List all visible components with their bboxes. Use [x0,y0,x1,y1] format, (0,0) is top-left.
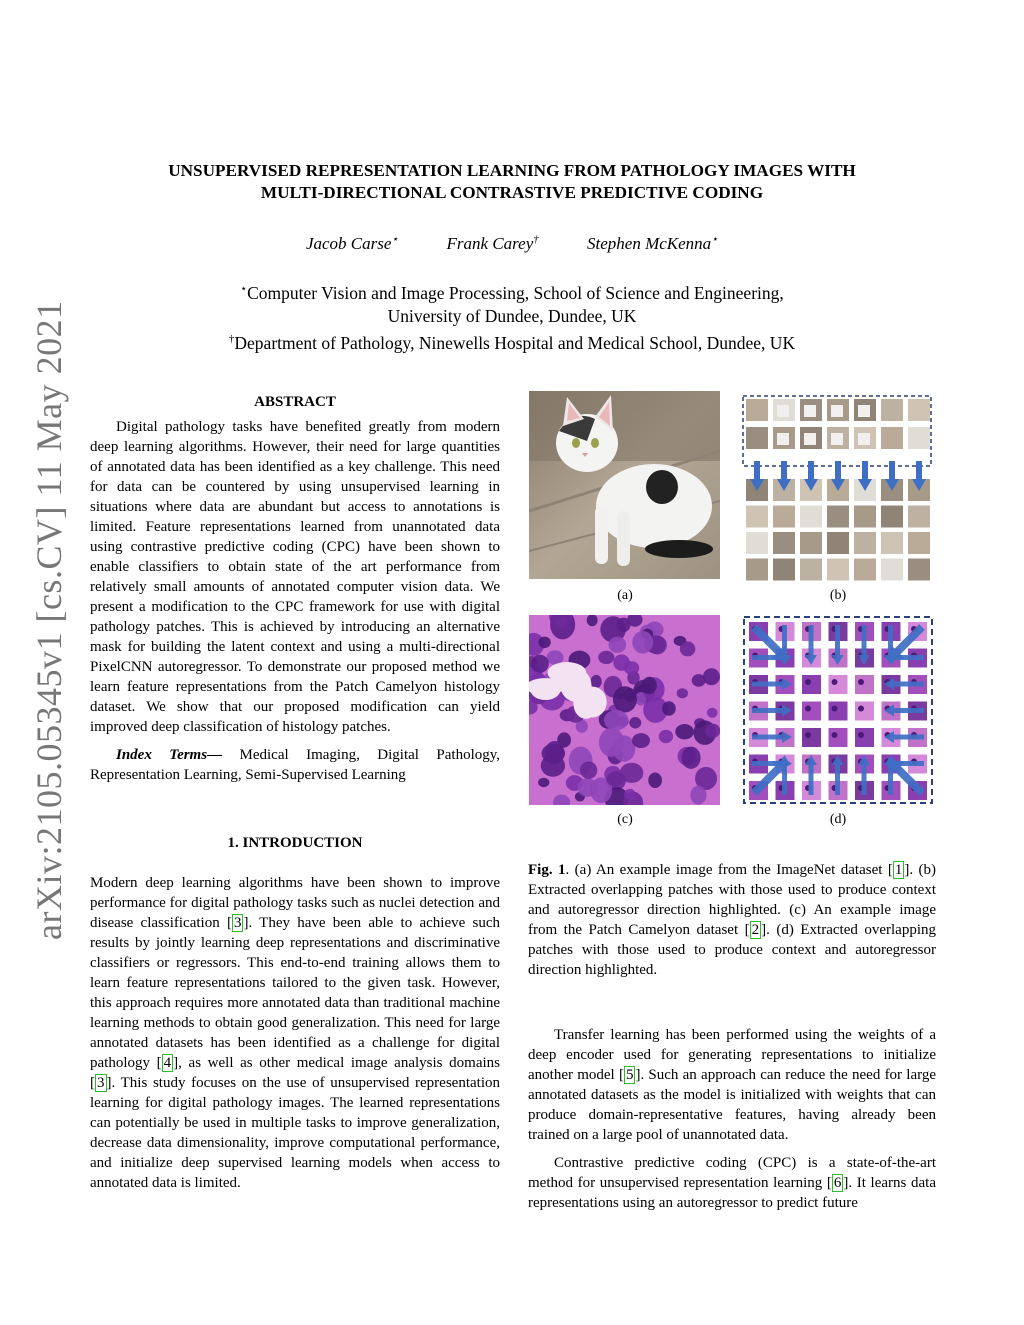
histology-tile [855,728,874,747]
cell-nucleus [545,741,564,764]
author-1: Jacob Carse⋆ [305,233,399,253]
tile-nucleus [832,706,838,712]
cell-nucleus [680,641,696,656]
patch-detail [831,433,843,445]
patch-detail [858,405,870,417]
arxiv-id: arXiv:2105.05345v1 [cs.CV] 11 May 2021 [29,300,69,940]
image-patch [800,559,822,581]
affiliation-1: ⋆Computer Vision and Image Processing, School of Science and Engineering, [240,282,784,303]
cell-nucleus [692,674,706,687]
image-patch [746,399,768,421]
image-patch [908,506,930,528]
tile-nucleus [805,732,811,738]
cell-nucleus [705,724,720,738]
patch-detail [777,405,789,417]
affiliation-3: †Department of Pathology, Ninewells Hospital and Medical School, Dundee, UK [228,332,796,353]
author-2: Frank Carey† [446,233,539,253]
introduction-body [90,873,500,1193]
cell-nucleus [642,677,657,694]
cell-nucleus [531,655,549,673]
image-patch [908,427,930,449]
right-column-body [528,1025,936,1213]
image-patch [827,506,849,528]
cell-nucleus [681,747,700,769]
histology-tile [829,728,848,747]
patch-grid-image [742,395,932,581]
histology-tile [802,675,821,694]
clear-space [573,688,598,719]
paper-title [90,160,934,204]
patch-detail [858,433,870,445]
cell-nucleus [580,761,597,778]
arxiv-sidebar [6,300,76,940]
image-patch [881,532,903,554]
cell-nucleus [609,637,627,653]
image-patch [746,559,768,581]
tile-nucleus [805,706,811,712]
patch-detail [777,433,789,445]
image-patch [908,532,930,554]
cell-nucleus [659,730,673,743]
image-patch [746,506,768,528]
author-list [90,232,934,254]
subfigure-label-d: (d) [829,812,847,827]
cell-nucleus [632,631,653,654]
caption-label: Fig. 1 [528,862,566,878]
histology-tile [802,702,821,721]
cpc-paragraph: Contrastive predictive coding (CPC) is a state-of-the-art method for unsupervised representation learning [ 6 ]. It learns data representations using an autoregressor to predict future [528,1155,936,1211]
tile-nucleus [858,706,864,712]
histology-tile [802,728,821,747]
image-patch [800,532,822,554]
image-patch [854,532,876,554]
image-patch [881,427,903,449]
citation-link[interactable]: 2 [751,922,760,938]
histology-tile [855,675,874,694]
title-line-1: UNSUPERVISED REPRESENTATION LEARNING FROM PATHOLOGY IMAGES WITH [168,161,856,180]
image-patch [827,532,849,554]
cell-nucleus [629,717,641,728]
tile-nucleus [832,732,838,738]
author-3: Stephen McKenna⋆ [587,233,719,253]
cell-nucleus [648,772,662,787]
cell-nucleus [606,772,623,786]
patch-detail [804,433,816,445]
cat-photo [529,391,720,579]
citation-link[interactable]: 6 [833,1175,842,1191]
cell-nucleus [624,661,640,675]
transfer-learning-paragraph: Transfer learning has been performed using the weights of a deep encoder used for generating representations to initialize another model [ 5 ]. Such an approach can reduce the need for large annotated datasets as the model is initialized with weights that can produce domain-representative features, having already been trained on a large pool of unannotated data. [528,1027,936,1143]
image-patch [908,399,930,421]
image-patch [881,506,903,528]
tile-nucleus [858,732,864,738]
patch-detail [804,405,816,417]
citation-link[interactable]: 1 [894,862,903,878]
image-patch [800,506,822,528]
cell-nucleus [599,728,624,757]
citation-link[interactable]: 3 [97,1075,105,1091]
affiliation-2: University of Dundee, Dundee, UK [387,305,637,326]
title-line-2: MULTI-DIRECTIONAL CONTRASTIVE PREDICTIVE CODING [260,183,764,202]
histology-tile [829,702,848,721]
image-patch [773,506,795,528]
abstract-heading: ABSTRACT [254,394,336,410]
affiliations [90,278,934,355]
image-patch [908,559,930,581]
histology-patch [529,615,720,805]
figure-caption: Fig. 1. (a) An example image from the ImageNet dataset [ 1 ]. (b) Extracted overlapping patches with those used to produce context and autoregressor direction highlighted. (c) An example image from the Patch Camelyon dataset [ 2 ]. (d) Extracted overlapping patches with those used to produce context and autoregressor direction highlighted. [528,862,937,978]
cell-nucleus [675,724,694,739]
image-patch [773,532,795,554]
cell-nucleus [598,651,614,664]
cell-nucleus [613,686,637,712]
subfigure-label-c: (c) [617,812,633,827]
patch-detail [831,405,843,417]
image-patch [854,506,876,528]
cell-nucleus [707,708,718,718]
histology-tile [855,702,874,721]
cell-nucleus [591,675,602,688]
cell-nucleus [662,701,676,715]
image-patch [881,559,903,581]
image-patch [746,532,768,554]
citation-link[interactable]: 3 [233,915,242,931]
cell-nucleus [538,778,549,787]
cell-nucleus [632,733,650,748]
abstract-text: Digital pathology tasks have benefited greatly from modern deep learning algorithms. However, their need for large quantities of annotated data has been identified as a key challenge. This need for data can be countered by using unsupervised learning in situations where data are abundant but access to annotations is limited. Feature representations learned from unannotated data using contrastive predictive coding (CPC) have been shown to enable classifiers to obtain state of the art performance from relatively small amounts of annotated computer vision data. We present a modification to the CPC framework for use with digital pathology patches. This is achieved by introducing an alternative mask for building the latent context and using a multi-directional PixelCNN autoregressor. To demonstrate our proposed method we learn feature representations from the Patch Camelyon histology dataset. We show that our proposed modification can yield improved deep classification of histology patches. [90,419,500,735]
citation-link[interactable]: 5 [625,1067,634,1083]
cell-nucleus [624,789,635,800]
tile-nucleus [858,679,864,685]
histology-tile [829,675,848,694]
abstract-body [90,417,500,785]
introduction-paragraph: Modern deep learning algorithms have been shown to improve performance for digital pathology tasks such as nuclei detection and disease classification [ 3 ]. They have been able to achieve such results by jointly learning deep representations and discriminative classifiers or regressors. This end-to-end training allows them to learn feature representations tailored to the given task. However, this approach requires more annotated data than traditional machine learning methods to obtain good generalization. This need for large annotated datasets has been identified as a challenge for digital pathology [ 4 ], as well as other medical image analysis domains [ 3 ]. This study focuses on the use of unsupervised representation learning for digital pathology images. The learned representations can potentially be used in multiple tasks to improve generalization, decrease data dimensionality, improve computational performance, and initialize deep supervised learning models when access to annotated data is limited. [90,875,500,1191]
cell-nucleus [677,688,688,698]
tile-nucleus [832,679,838,685]
histology-patch-grid [742,615,934,805]
cell-nucleus [604,710,628,731]
introduction-heading: 1. INTRODUCTION [227,835,363,851]
index-terms: Index Terms— Medical Imaging, Digital Pathology, Representation Learning, Semi-Supervised Learning [90,747,501,783]
image-patch [827,559,849,581]
citation-link[interactable]: 4 [163,1055,172,1071]
image-patch [773,559,795,581]
subfigure-label-a: (a) [617,588,633,603]
tile-nucleus [805,679,811,685]
image-patch [854,559,876,581]
cell-nucleus [538,637,550,649]
cell-nucleus [690,786,706,805]
cell-nucleus [703,668,720,685]
image-patch [881,399,903,421]
subfigure-label-b: (b) [829,588,847,603]
image-patch [746,427,768,449]
